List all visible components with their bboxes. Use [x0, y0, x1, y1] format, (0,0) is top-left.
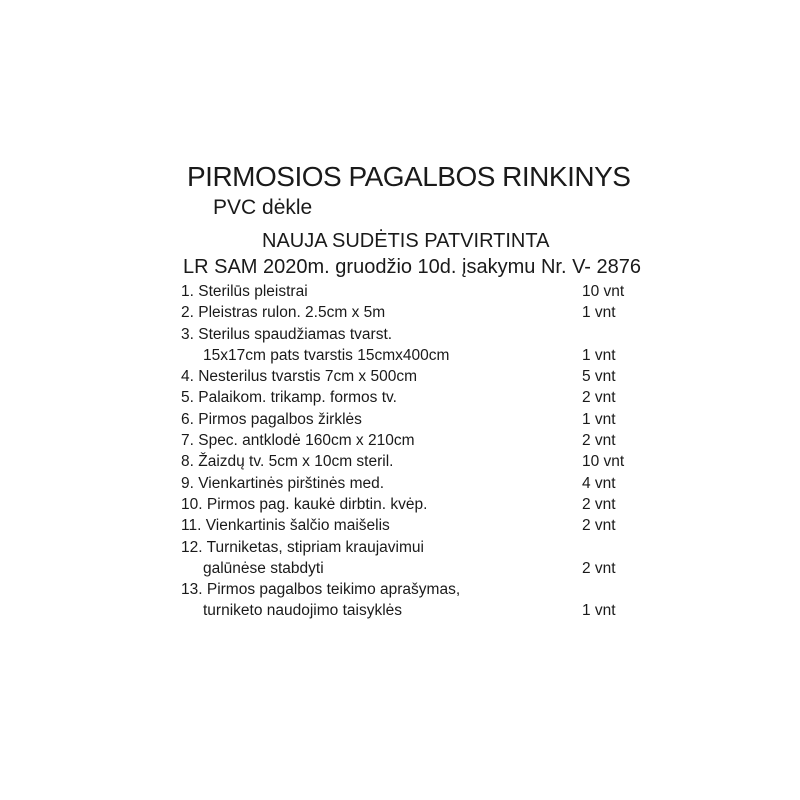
item-name: 8. Žaizdų tv. 5cm x 10cm steril.	[181, 453, 394, 471]
item-name: 12. Turniketas, stipriam kraujavimui	[181, 538, 424, 556]
item-name: 10. Pirmos pag. kaukė dirbtin. kvėp.	[181, 495, 428, 513]
item-quantity: 4 vnt	[582, 474, 616, 492]
list-item	[181, 600, 641, 621]
list-item	[181, 430, 641, 451]
item-quantity: 2 vnt	[582, 432, 616, 450]
list-item	[181, 537, 641, 558]
item-name: 6. Pirmos pagalbos žirklės	[181, 410, 362, 428]
item-quantity: 1 vnt	[582, 410, 616, 428]
item-name: 7. Spec. antklodė 160cm x 210cm	[181, 432, 415, 450]
list-item	[181, 324, 641, 345]
list-item	[181, 345, 641, 366]
list-item	[181, 515, 641, 536]
item-name: 15x17cm pats tvarstis 15cmx400cm	[203, 346, 450, 364]
item-quantity: 2 vnt	[582, 495, 616, 513]
list-item	[181, 366, 641, 387]
item-name: 11. Vienkartinis šalčio maišelis	[181, 517, 390, 535]
item-name: 9. Vienkartinės pirštinės med.	[181, 474, 385, 492]
item-name: turniketo naudojimo taisyklės	[203, 602, 403, 620]
list-item	[181, 302, 641, 323]
list-item	[181, 558, 641, 579]
item-quantity: 2 vnt	[582, 559, 616, 577]
list-item	[181, 451, 641, 472]
page-title: PIRMOSIOS PAGALBOS RINKINYS	[187, 161, 631, 192]
item-list	[181, 281, 641, 622]
order-reference: LR SAM 2020m. gruodžio 10d. įsakymu Nr. V- 2876	[183, 256, 642, 278]
page-subtitle: PVC dėkle	[213, 196, 313, 219]
item-name: 3. Sterilus spaudžiamas tvarst.	[181, 325, 393, 343]
list-item	[181, 473, 641, 494]
item-name: galūnėse stabdyti	[203, 559, 324, 577]
list-item	[181, 281, 641, 302]
item-quantity: 2 vnt	[582, 517, 616, 535]
item-name: 4. Nesterilus tvarstis 7cm x 500cm	[181, 368, 418, 386]
item-quantity: 1 vnt	[582, 602, 616, 620]
item-quantity: 10 vnt	[582, 283, 625, 300]
list-item	[181, 409, 641, 430]
list-item	[181, 579, 641, 600]
item-name: 1. Sterilūs pleistrai	[181, 283, 308, 300]
item-quantity: 2 vnt	[582, 389, 616, 407]
item-name: 13. Pirmos pagalbos teikimo aprašymas,	[181, 581, 461, 599]
item-quantity: 1 vnt	[582, 304, 616, 322]
item-quantity: 5 vnt	[582, 368, 616, 386]
list-item	[181, 494, 641, 515]
item-name: 5. Palaikom. trikamp. formos tv.	[181, 389, 397, 407]
item-name: 2. Pleistras rulon. 2.5cm x 5m	[181, 304, 386, 322]
composition-heading: NAUJA SUDĖTIS PATVIRTINTA	[262, 230, 550, 252]
item-quantity: 1 vnt	[582, 346, 616, 364]
list-item	[181, 387, 641, 408]
item-quantity: 10 vnt	[582, 453, 625, 471]
